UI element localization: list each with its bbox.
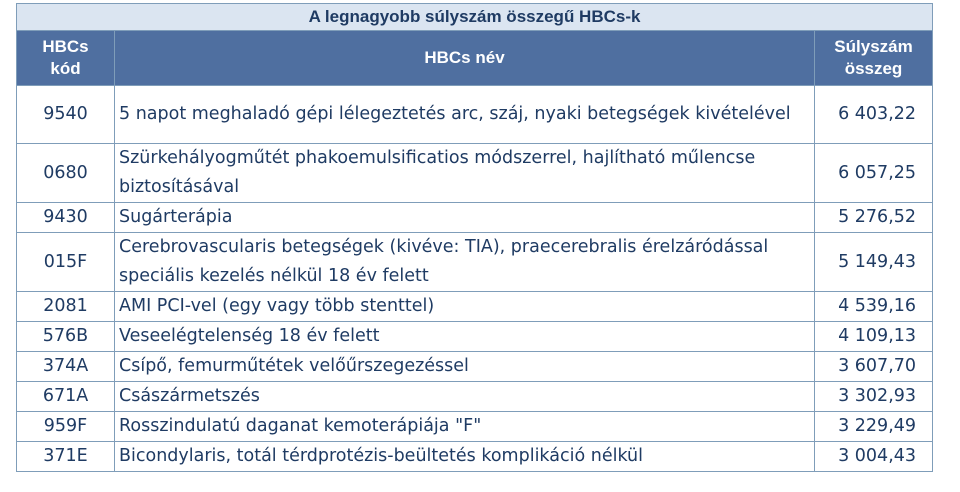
row-value: 4 539,16 bbox=[815, 292, 933, 322]
row-code: 374A bbox=[17, 352, 115, 382]
row-code: 2081 bbox=[17, 292, 115, 322]
row-value: 6 057,25 bbox=[815, 144, 933, 203]
table-row bbox=[17, 86, 933, 144]
header-value-line2: összeg bbox=[844, 59, 903, 78]
header-code bbox=[17, 31, 115, 86]
row-value: 5 149,43 bbox=[815, 233, 933, 292]
row-code: 671A bbox=[17, 382, 115, 412]
row-value: 3 302,93 bbox=[815, 382, 933, 412]
row-name: Császármetszés bbox=[115, 382, 815, 412]
table-row bbox=[17, 292, 933, 322]
row-name: AMI PCI-vel (egy vagy több stenttel) bbox=[115, 292, 815, 322]
table-row bbox=[17, 144, 933, 203]
table-title-row bbox=[17, 4, 933, 31]
row-value: 5 276,52 bbox=[815, 203, 933, 233]
header-value-line1: Súlyszám bbox=[834, 37, 913, 56]
header-value bbox=[815, 31, 933, 86]
row-name: 5 napot meghaladó gépi lélegeztetés arc, száj, nyaki betegségek kivételével bbox=[115, 86, 815, 144]
row-name: Csípő, femurműtétek velőűrszegezéssel bbox=[115, 352, 815, 382]
row-code: 959F bbox=[17, 412, 115, 442]
table-title: A legnagyobb súlyszám összegű HBCs-k bbox=[17, 4, 933, 31]
row-value: 3 229,49 bbox=[815, 412, 933, 442]
table-row bbox=[17, 442, 933, 472]
row-code: 576B bbox=[17, 322, 115, 352]
row-code: 0680 bbox=[17, 144, 115, 203]
row-code: 371E bbox=[17, 442, 115, 472]
row-name: Bicondylaris, totál térdprotézis-beültetés komplikáció nélkül bbox=[115, 442, 815, 472]
row-value: 3 607,70 bbox=[815, 352, 933, 382]
row-name: Sugárterápia bbox=[115, 203, 815, 233]
row-code: 9430 bbox=[17, 203, 115, 233]
row-value: 4 109,13 bbox=[815, 322, 933, 352]
row-code: 015F bbox=[17, 233, 115, 292]
row-name: Rosszindulatú daganat kemoterápiája "F" bbox=[115, 412, 815, 442]
row-code: 9540 bbox=[17, 86, 115, 144]
header-code-line2: kód bbox=[50, 59, 81, 78]
row-name: Szürkehályogműtét phakoemulsificatios módszerrel, hajlítható műlencse biztosításával bbox=[115, 144, 815, 203]
header-name: HBCs név bbox=[115, 31, 815, 86]
row-value: 6 403,22 bbox=[815, 86, 933, 144]
table-row bbox=[17, 382, 933, 412]
header-code-line1: HBCs bbox=[42, 37, 89, 56]
table-row bbox=[17, 203, 933, 233]
row-name: Cerebrovascularis betegségek (kivéve: TIA), praecerebralis érelzáródással speciális kezelés nélkül 18 év felett bbox=[115, 233, 815, 292]
hbcs-table bbox=[16, 3, 933, 472]
table-row bbox=[17, 352, 933, 382]
row-name: Veseelégtelenség 18 év felett bbox=[115, 322, 815, 352]
table-header-row bbox=[17, 31, 933, 86]
table-row bbox=[17, 412, 933, 442]
table-row bbox=[17, 322, 933, 352]
row-value: 3 004,43 bbox=[815, 442, 933, 472]
table-row bbox=[17, 233, 933, 292]
